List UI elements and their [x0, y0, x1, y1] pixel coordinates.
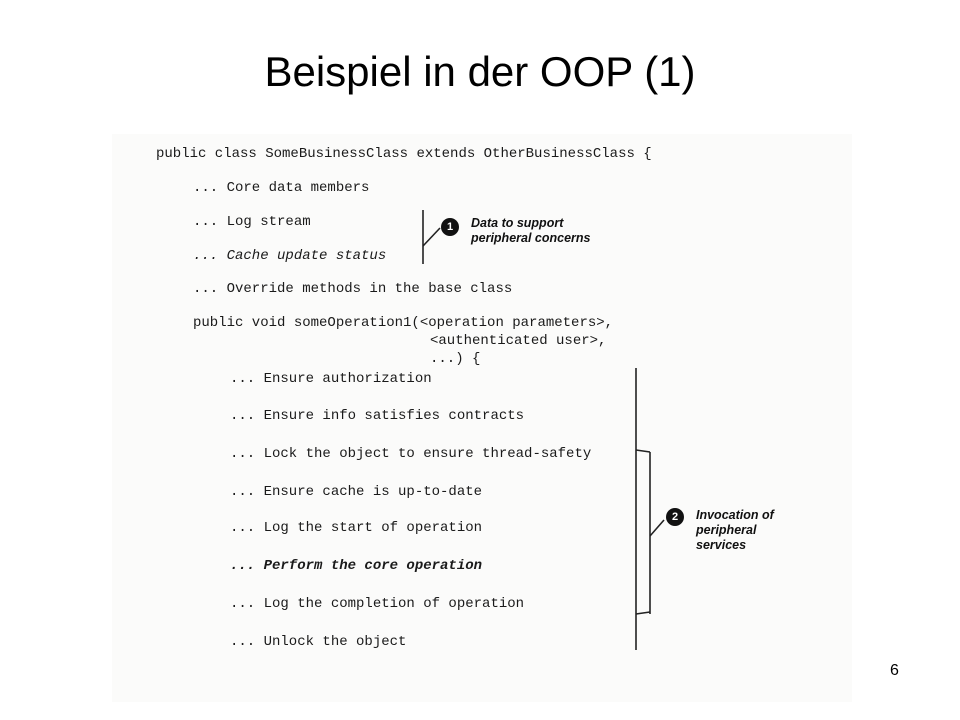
callout-1-text: Data to support peripheral concerns: [471, 216, 591, 245]
code-method-signature: <authenticated user>,: [430, 333, 607, 349]
slide-title: Beispiel in der OOP (1): [264, 48, 696, 95]
code-member-line: ... Override methods in the base class: [193, 281, 513, 297]
code-member-line: ... Log stream: [193, 214, 311, 230]
code-body-line: ... Ensure authorization: [230, 371, 432, 387]
code-body-line: ... Unlock the object: [230, 634, 407, 650]
code-body-line: ... Ensure info satisfies contracts: [230, 408, 525, 424]
code-member-line: ... Cache update status: [193, 248, 387, 264]
code-body-line-core: ... Perform the core operation: [230, 558, 483, 574]
callout-2-text: Invocation of peripheral services: [696, 508, 774, 552]
code-body-line: ... Log the completion of operation: [230, 596, 525, 612]
bracket-2: [636, 368, 664, 650]
code-method-signature: ...) {: [430, 351, 481, 367]
code-body-line: ... Lock the object to ensure thread-safety: [230, 446, 592, 462]
callout-2-badge: 2: [666, 508, 684, 526]
code-method-signature: public void someOperation1(<operation parameters>,: [193, 315, 614, 331]
bracket-1: [423, 210, 440, 264]
callout-1-badge: 1: [441, 218, 459, 236]
code-member-line: ... Core data members: [193, 180, 370, 196]
code-class-declaration: public class SomeBusinessClass extends OtherBusinessClass {: [156, 146, 652, 162]
code-body-line: ... Log the start of operation: [230, 520, 483, 536]
code-body-line: ... Ensure cache is up-to-date: [230, 484, 483, 500]
page-number: 6: [890, 662, 899, 679]
